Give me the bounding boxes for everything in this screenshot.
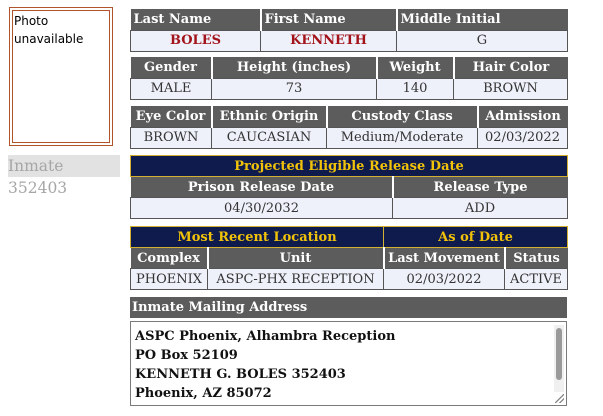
- height-value: 73: [212, 78, 377, 99]
- unit-value: ASPC-PHX RECEPTION: [208, 269, 384, 290]
- release-type-value: ADD: [393, 198, 568, 219]
- status-header: Status: [505, 248, 568, 269]
- identity-table: [130, 9, 568, 52]
- classification-value-row: [131, 127, 568, 148]
- hair-color-value: BROWN: [454, 78, 568, 99]
- resize-grip-icon[interactable]: [555, 394, 564, 403]
- release-header-row: [131, 177, 568, 198]
- ethnic-origin-value: CAUCASIAN: [212, 127, 327, 148]
- admission-value: 02/03/2022: [478, 127, 568, 148]
- classification-table: [130, 106, 568, 149]
- last-name-header: Last Name: [131, 9, 261, 30]
- prison-release-date-value: 04/30/2032: [131, 198, 393, 219]
- first-name-header: First Name: [261, 9, 397, 30]
- location-value-row: [131, 269, 568, 290]
- address-scrollbar[interactable]: [554, 325, 564, 392]
- mailing-address-title: Inmate Mailing Address: [130, 297, 567, 318]
- last-movement-header: Last Movement: [384, 248, 505, 269]
- last-movement-value: 02/03/2022: [384, 269, 505, 290]
- middle-initial-value: G: [397, 30, 568, 51]
- address-line: Phoenix, AZ 85072: [135, 386, 272, 401]
- address-line: PO Box 52109: [135, 348, 238, 363]
- last-name-value: BOLES: [131, 30, 261, 51]
- unit-header: Unit: [208, 248, 384, 269]
- location-title-row: [131, 227, 568, 248]
- release-type-header: Release Type: [393, 177, 568, 198]
- mailing-address-textarea[interactable]: [130, 321, 567, 406]
- weight-value: 140: [377, 78, 454, 99]
- release-title-row: [131, 156, 568, 177]
- complex-value: PHOENIX: [131, 269, 208, 290]
- gender-value: MALE: [131, 78, 212, 99]
- most-recent-location-title: Most Recent Location: [131, 227, 384, 248]
- status-value: ACTIVE: [505, 269, 568, 290]
- first-name-value: KENNETH: [261, 30, 397, 51]
- mailing-address-text: [135, 327, 395, 403]
- inmate-photo: [9, 7, 113, 146]
- classification-header-row: [131, 106, 568, 127]
- address-line: KENNETH G. BOLES 352403: [135, 367, 346, 382]
- ethnic-origin-header: Ethnic Origin: [212, 106, 327, 127]
- address-line: ASPC Phoenix, Alhambra Reception: [135, 329, 396, 344]
- eye-color-value: BROWN: [131, 127, 212, 148]
- height-header: Height (inches): [212, 57, 377, 78]
- weight-header: Weight: [377, 57, 454, 78]
- physical-value-row: [131, 78, 568, 99]
- custody-class-value: Medium/Moderate: [327, 127, 478, 148]
- middle-initial-header: Middle Initial: [397, 9, 568, 30]
- hair-color-header: Hair Color: [454, 57, 568, 78]
- release-value-row: [131, 198, 568, 219]
- photo-unavailable-text: Photo unavailable: [14, 14, 84, 46]
- physical-header-row: [131, 57, 568, 78]
- identity-header-row: [131, 9, 568, 30]
- identity-value-row: [131, 30, 568, 51]
- admission-header: Admission: [478, 106, 568, 127]
- eye-color-header: Eye Color: [131, 106, 212, 127]
- complex-header: Complex: [131, 248, 208, 269]
- location-table: [130, 226, 568, 290]
- release-title: Projected Eligible Release Date: [131, 156, 568, 177]
- gender-header: Gender: [131, 57, 212, 78]
- scrollbar-thumb[interactable]: [556, 328, 562, 380]
- as-of-date-title: As of Date: [384, 227, 568, 248]
- prison-release-date-header: Prison Release Date: [131, 177, 393, 198]
- inmate-number-label: Inmate 352403: [8, 155, 120, 177]
- physical-table: [130, 57, 568, 100]
- release-table: [130, 155, 568, 219]
- custody-class-header: Custody Class: [327, 106, 478, 127]
- location-header-row: [131, 248, 568, 269]
